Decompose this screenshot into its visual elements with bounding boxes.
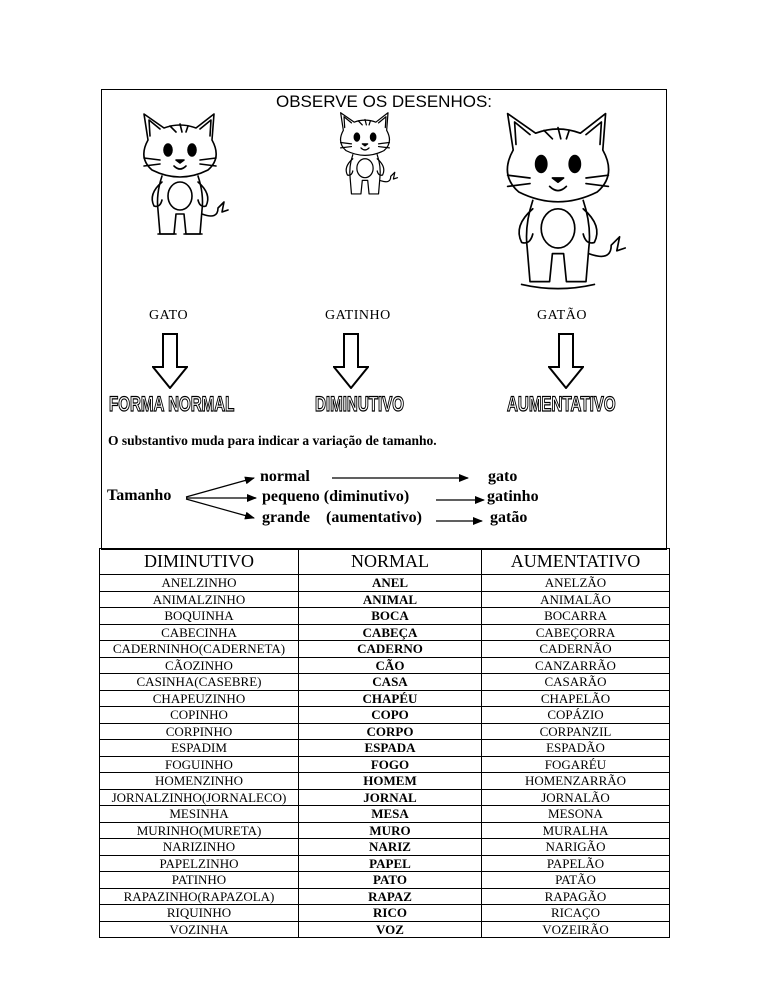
cell-normal: CADERNO [299,641,482,658]
table-row [100,888,670,905]
cat-label-normal: GATO [149,308,189,323]
cell-diminutive: BOQUINHA [100,608,299,625]
cell-diminutive: PATINHO [100,872,299,889]
cell-diminutive: CORPINHO [100,723,299,740]
cell-diminutive: COPINHO [100,707,299,724]
cell-normal: PAPEL [299,855,482,872]
cell-augmentative: COPÁZIO [482,707,670,724]
cell-normal: CORPO [299,723,482,740]
category-label-diminutive: DIMINUTIVO [315,393,405,416]
table-row [100,855,670,872]
cell-augmentative: CADERNÃO [482,641,670,658]
cell-augmentative: NARIGÃO [482,839,670,856]
cell-diminutive: ANELZINHO [100,575,299,592]
cell-diminutive: RAPAZINHO(RAPAZOLA) [100,888,299,905]
cell-augmentative: PATÃO [482,872,670,889]
cell-diminutive: VOZINHA [100,921,299,938]
cell-normal: ESPADA [299,740,482,757]
size-result-normal: gato [488,468,518,485]
table-row [100,674,670,691]
cat-big-illustration [488,108,628,290]
cell-normal: MURO [299,822,482,839]
table-row [100,921,670,938]
cell-normal: VOZ [299,921,482,938]
header-normal: NORMAL [299,549,482,575]
table-row [100,806,670,823]
cell-augmentative: BOCARRA [482,608,670,625]
cell-augmentative: ANELZÃO [482,575,670,592]
cell-diminutive: CASINHA(CASEBRE) [100,674,299,691]
table-row [100,773,670,790]
cell-augmentative: PAPELÃO [482,855,670,872]
cell-normal: CASA [299,674,482,691]
cat-icon [130,110,230,240]
explanation-text: O substantivo muda para indicar a variação de tamanho. [108,433,437,448]
cell-diminutive: FOGUINHO [100,756,299,773]
cat-icon [488,108,628,290]
table-row [100,872,670,889]
arrow-icon [186,478,254,497]
size-result-big: gatão [490,509,528,526]
cell-augmentative: CHAPELÃO [482,690,670,707]
cell-augmentative: RAPAGÃO [482,888,670,905]
down-arrow-icon [152,333,188,389]
category-label-normal: FORMA NORMAL [109,393,235,416]
cell-normal: COPO [299,707,482,724]
size-label: Tamanho [107,487,172,504]
cell-augmentative: MESONA [482,806,670,823]
page-title: OBSERVE OS DESENHOS: [275,92,493,111]
table-row [100,723,670,740]
cell-normal: HOMEM [299,773,482,790]
cell-augmentative: CORPANZIL [482,723,670,740]
cell-normal: RAPAZ [299,888,482,905]
header-diminutive: DIMINUTIVO [100,549,299,575]
cell-diminutive: HOMENZINHO [100,773,299,790]
cell-normal: PATO [299,872,482,889]
header-augmentative: AUMENTATIVO [482,549,670,575]
cell-augmentative: VOZEIRÃO [482,921,670,938]
cell-augmentative: CANZARRÃO [482,657,670,674]
cell-normal: NARIZ [299,839,482,856]
category-label-augmentative: AUMENTATIVO [507,393,616,416]
word-table [99,548,670,938]
table-row [100,575,670,592]
cell-normal: ANEL [299,575,482,592]
table-row [100,641,670,658]
down-arrow-icon [548,333,584,389]
cell-normal: ANIMAL [299,591,482,608]
cell-diminutive: CÃOZINHO [100,657,299,674]
size-term-big: grande (aumentativo) [262,509,422,526]
cell-augmentative: MURALHA [482,822,670,839]
cell-normal: RICO [299,905,482,922]
cell-diminutive: MESINHA [100,806,299,823]
table-header-row [100,549,670,575]
table-row [100,905,670,922]
table-row [100,839,670,856]
cell-augmentative: RICAÇO [482,905,670,922]
table-row [100,608,670,625]
cell-augmentative: JORNALÃO [482,789,670,806]
table-row [100,756,670,773]
cell-diminutive: RIQUINHO [100,905,299,922]
cell-augmentative: CASARÃO [482,674,670,691]
illustration-panel [101,89,667,550]
cell-diminutive: ANIMALZINHO [100,591,299,608]
cat-label-big: GATÃO [537,308,587,323]
cell-normal: CABEÇA [299,624,482,641]
table-row [100,591,670,608]
size-result-small: gatinho [487,488,539,505]
cell-augmentative: ANIMALÃO [482,591,670,608]
cell-augmentative: ESPADÃO [482,740,670,757]
table-row [100,740,670,757]
cell-normal: MESA [299,806,482,823]
table-row [100,690,670,707]
cell-augmentative: HOMENZARRÃO [482,773,670,790]
size-term-normal: normal [260,468,310,485]
cell-diminutive: CABECINHA [100,624,299,641]
cell-normal: JORNAL [299,789,482,806]
cell-normal: BOCA [299,608,482,625]
cell-diminutive: JORNALZINHO(JORNALECO) [100,789,299,806]
arrow-icon [186,499,254,518]
table-row [100,657,670,674]
size-term-small: pequeno (diminutivo) [262,488,410,505]
cat-label-small: GATINHO [325,308,391,323]
cell-normal: CHAPÉU [299,690,482,707]
cell-diminutive: ESPADIM [100,740,299,757]
cell-diminutive: PAPELZINHO [100,855,299,872]
cat-normal-illustration [130,110,230,240]
cell-diminutive: MURINHO(MURETA) [100,822,299,839]
cell-diminutive: CHAPEUZINHO [100,690,299,707]
table-row [100,624,670,641]
down-arrow-icon [333,333,369,389]
cell-normal: CÃO [299,657,482,674]
cell-augmentative: CABEÇORRA [482,624,670,641]
table-row [100,822,670,839]
cell-diminutive: NARIZINHO [100,839,299,856]
cell-augmentative: FOGARÉU [482,756,670,773]
cell-diminutive: CADERNINHO(CADERNETA) [100,641,299,658]
cell-normal: FOGO [299,756,482,773]
cat-icon [326,110,404,198]
cat-small-illustration [326,110,404,198]
table-row [100,707,670,724]
table-row [100,789,670,806]
